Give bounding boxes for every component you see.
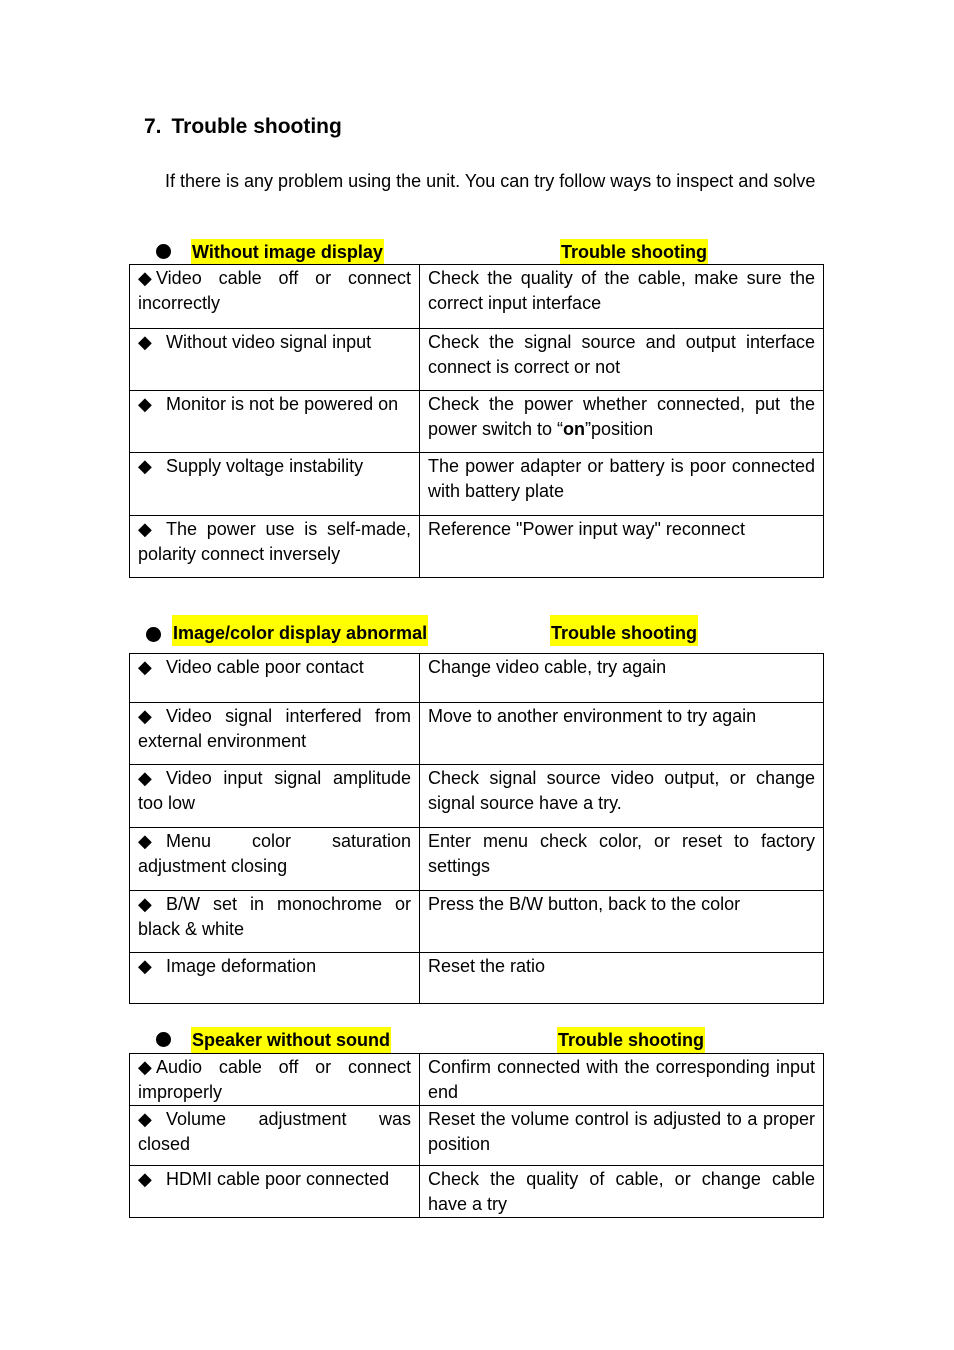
solution-cell: [420, 891, 824, 953]
solution-cell: [420, 765, 824, 828]
table-image-color-abnormal: [129, 653, 824, 1004]
solution-text-end: ”position: [585, 419, 654, 439]
table-row: [130, 453, 824, 516]
solution-text: Check the quality of cable, or change cable have a try: [428, 1169, 815, 1214]
table-row: [130, 516, 824, 578]
section-heading-image-color: [0, 622, 954, 648]
table-row: [130, 265, 824, 329]
problem-cell: [130, 1166, 420, 1218]
problem-text: Video signal interfered from external environment: [138, 706, 411, 751]
heading-speaker-without-sound: Speaker without sound: [191, 1027, 391, 1053]
section-number: 7.: [144, 115, 162, 138]
solution-cell: [420, 828, 824, 891]
heading-trouble-shooting-2: Trouble shooting: [550, 615, 698, 646]
problem-text: The power use is self-made, polarity connect inversely: [138, 519, 411, 564]
table-row: [130, 765, 824, 828]
diamond-bullet-icon: ◆: [138, 456, 152, 476]
diamond-bullet-icon: ◆: [138, 1169, 152, 1189]
section-title-text: Trouble shooting: [171, 115, 342, 138]
table-row: [130, 329, 824, 391]
problem-cell: [130, 453, 420, 516]
solution-text: Press the B/W button, back to the color: [428, 894, 741, 914]
table-row: [130, 1106, 824, 1166]
solution-text: Check the signal source and output interface connect is correct or not: [428, 332, 815, 377]
solution-cell: [420, 1166, 824, 1218]
solution-cell: [420, 1054, 824, 1106]
problem-text: Video input signal amplitude too low: [138, 768, 411, 813]
table-row: [130, 654, 824, 703]
solution-cell: [420, 703, 824, 765]
heading-trouble-shooting-3: Trouble shooting: [557, 1027, 705, 1053]
solution-text: Enter menu check color, or reset to factory settings: [428, 831, 815, 876]
problem-cell: [130, 953, 420, 1004]
table-row: [130, 1166, 824, 1218]
solution-text: Move to another environment to try again: [428, 706, 757, 726]
problem-text: Audio cable off or connect improperly: [138, 1057, 411, 1102]
intro-text: If there is any problem using the unit. You can try follow ways to inspect and solve: [165, 171, 816, 191]
table-row: [130, 953, 824, 1004]
solution-bold-text: on: [563, 419, 586, 439]
problem-cell: [130, 891, 420, 953]
section-title: [144, 115, 342, 139]
table-row: [130, 703, 824, 765]
table-row: [130, 891, 824, 953]
heading-trouble-shooting-1: Trouble shooting: [560, 239, 708, 265]
bullet-dot-icon: [156, 244, 171, 259]
diamond-bullet-icon: ◆: [138, 394, 152, 414]
intro-paragraph: [144, 170, 816, 192]
problem-cell: [130, 703, 420, 765]
diamond-bullet-icon: ◆: [138, 956, 152, 976]
solution-cell: [420, 391, 824, 453]
problem-text: Video cable off or connect incorrectly: [138, 268, 411, 313]
section-heading-no-image: [0, 239, 954, 265]
diamond-bullet-icon: ◆: [138, 706, 152, 726]
solution-text: Check the power whether connected, put the power switch to “: [428, 394, 815, 439]
problem-text: Menu color saturation adjustment closing: [138, 831, 411, 876]
problem-cell: [130, 1106, 420, 1166]
problem-cell: [130, 516, 420, 578]
problem-cell: [130, 329, 420, 391]
solution-cell: [420, 516, 824, 578]
diamond-bullet-icon: ◆: [138, 1109, 152, 1129]
solution-text: Reference "Power input way" reconnect: [428, 519, 745, 539]
diamond-bullet-icon: ◆: [138, 657, 152, 677]
diamond-bullet-icon: ◆: [138, 268, 152, 288]
problem-text: Supply voltage instability: [166, 456, 364, 476]
solution-text: Check the quality of the cable, make sure the correct input interface: [428, 268, 815, 313]
table-speaker-without-sound: [129, 1053, 824, 1218]
diamond-bullet-icon: ◆: [138, 831, 152, 851]
problem-cell: [130, 265, 420, 329]
table-without-image-display: [129, 264, 824, 578]
solution-cell: [420, 654, 824, 703]
problem-cell: [130, 765, 420, 828]
problem-text: Volume adjustment was closed: [138, 1109, 411, 1154]
table-row: [130, 1054, 824, 1106]
solution-text: Check signal source video output, or change signal source have a try.: [428, 768, 815, 813]
heading-without-image-display: Without image display: [191, 239, 384, 265]
diamond-bullet-icon: ◆: [138, 768, 152, 788]
solution-text: Reset the volume control is adjusted to a proper position: [428, 1109, 815, 1154]
problem-text: Monitor is not be powered on: [166, 394, 399, 414]
solution-text: Reset the ratio: [428, 956, 546, 976]
diamond-bullet-icon: ◆: [138, 894, 152, 914]
solution-cell: [420, 265, 824, 329]
problem-text: Video cable poor contact: [166, 657, 364, 677]
solution-cell: [420, 453, 824, 516]
solution-text: The power adapter or battery is poor connected with battery plate: [428, 456, 815, 501]
solution-cell: [420, 953, 824, 1004]
table-row: [130, 828, 824, 891]
problem-cell: [130, 828, 420, 891]
diamond-bullet-icon: ◆: [138, 332, 152, 352]
section-heading-speaker: [0, 1027, 954, 1053]
problem-text: HDMI cable poor connected: [166, 1169, 390, 1189]
solution-cell: [420, 1106, 824, 1166]
solution-text: Confirm connected with the corresponding input end: [428, 1057, 815, 1102]
diamond-bullet-icon: ◆: [138, 1057, 152, 1077]
problem-cell: [130, 1054, 420, 1106]
solution-text: Change video cable, try again: [428, 657, 667, 677]
problem-cell: [130, 391, 420, 453]
problem-text: Image deformation: [166, 956, 317, 976]
bullet-dot-icon: [146, 627, 161, 642]
bullet-dot-icon: [156, 1032, 171, 1047]
heading-image-color-display-abnormal: Image/color display abnormal: [172, 615, 428, 646]
problem-cell: [130, 654, 420, 703]
problem-text: B/W set in monochrome or black & white: [138, 894, 411, 939]
diamond-bullet-icon: ◆: [138, 519, 152, 539]
problem-text: Without video signal input: [166, 332, 372, 352]
table-row: [130, 391, 824, 453]
solution-cell: [420, 329, 824, 391]
